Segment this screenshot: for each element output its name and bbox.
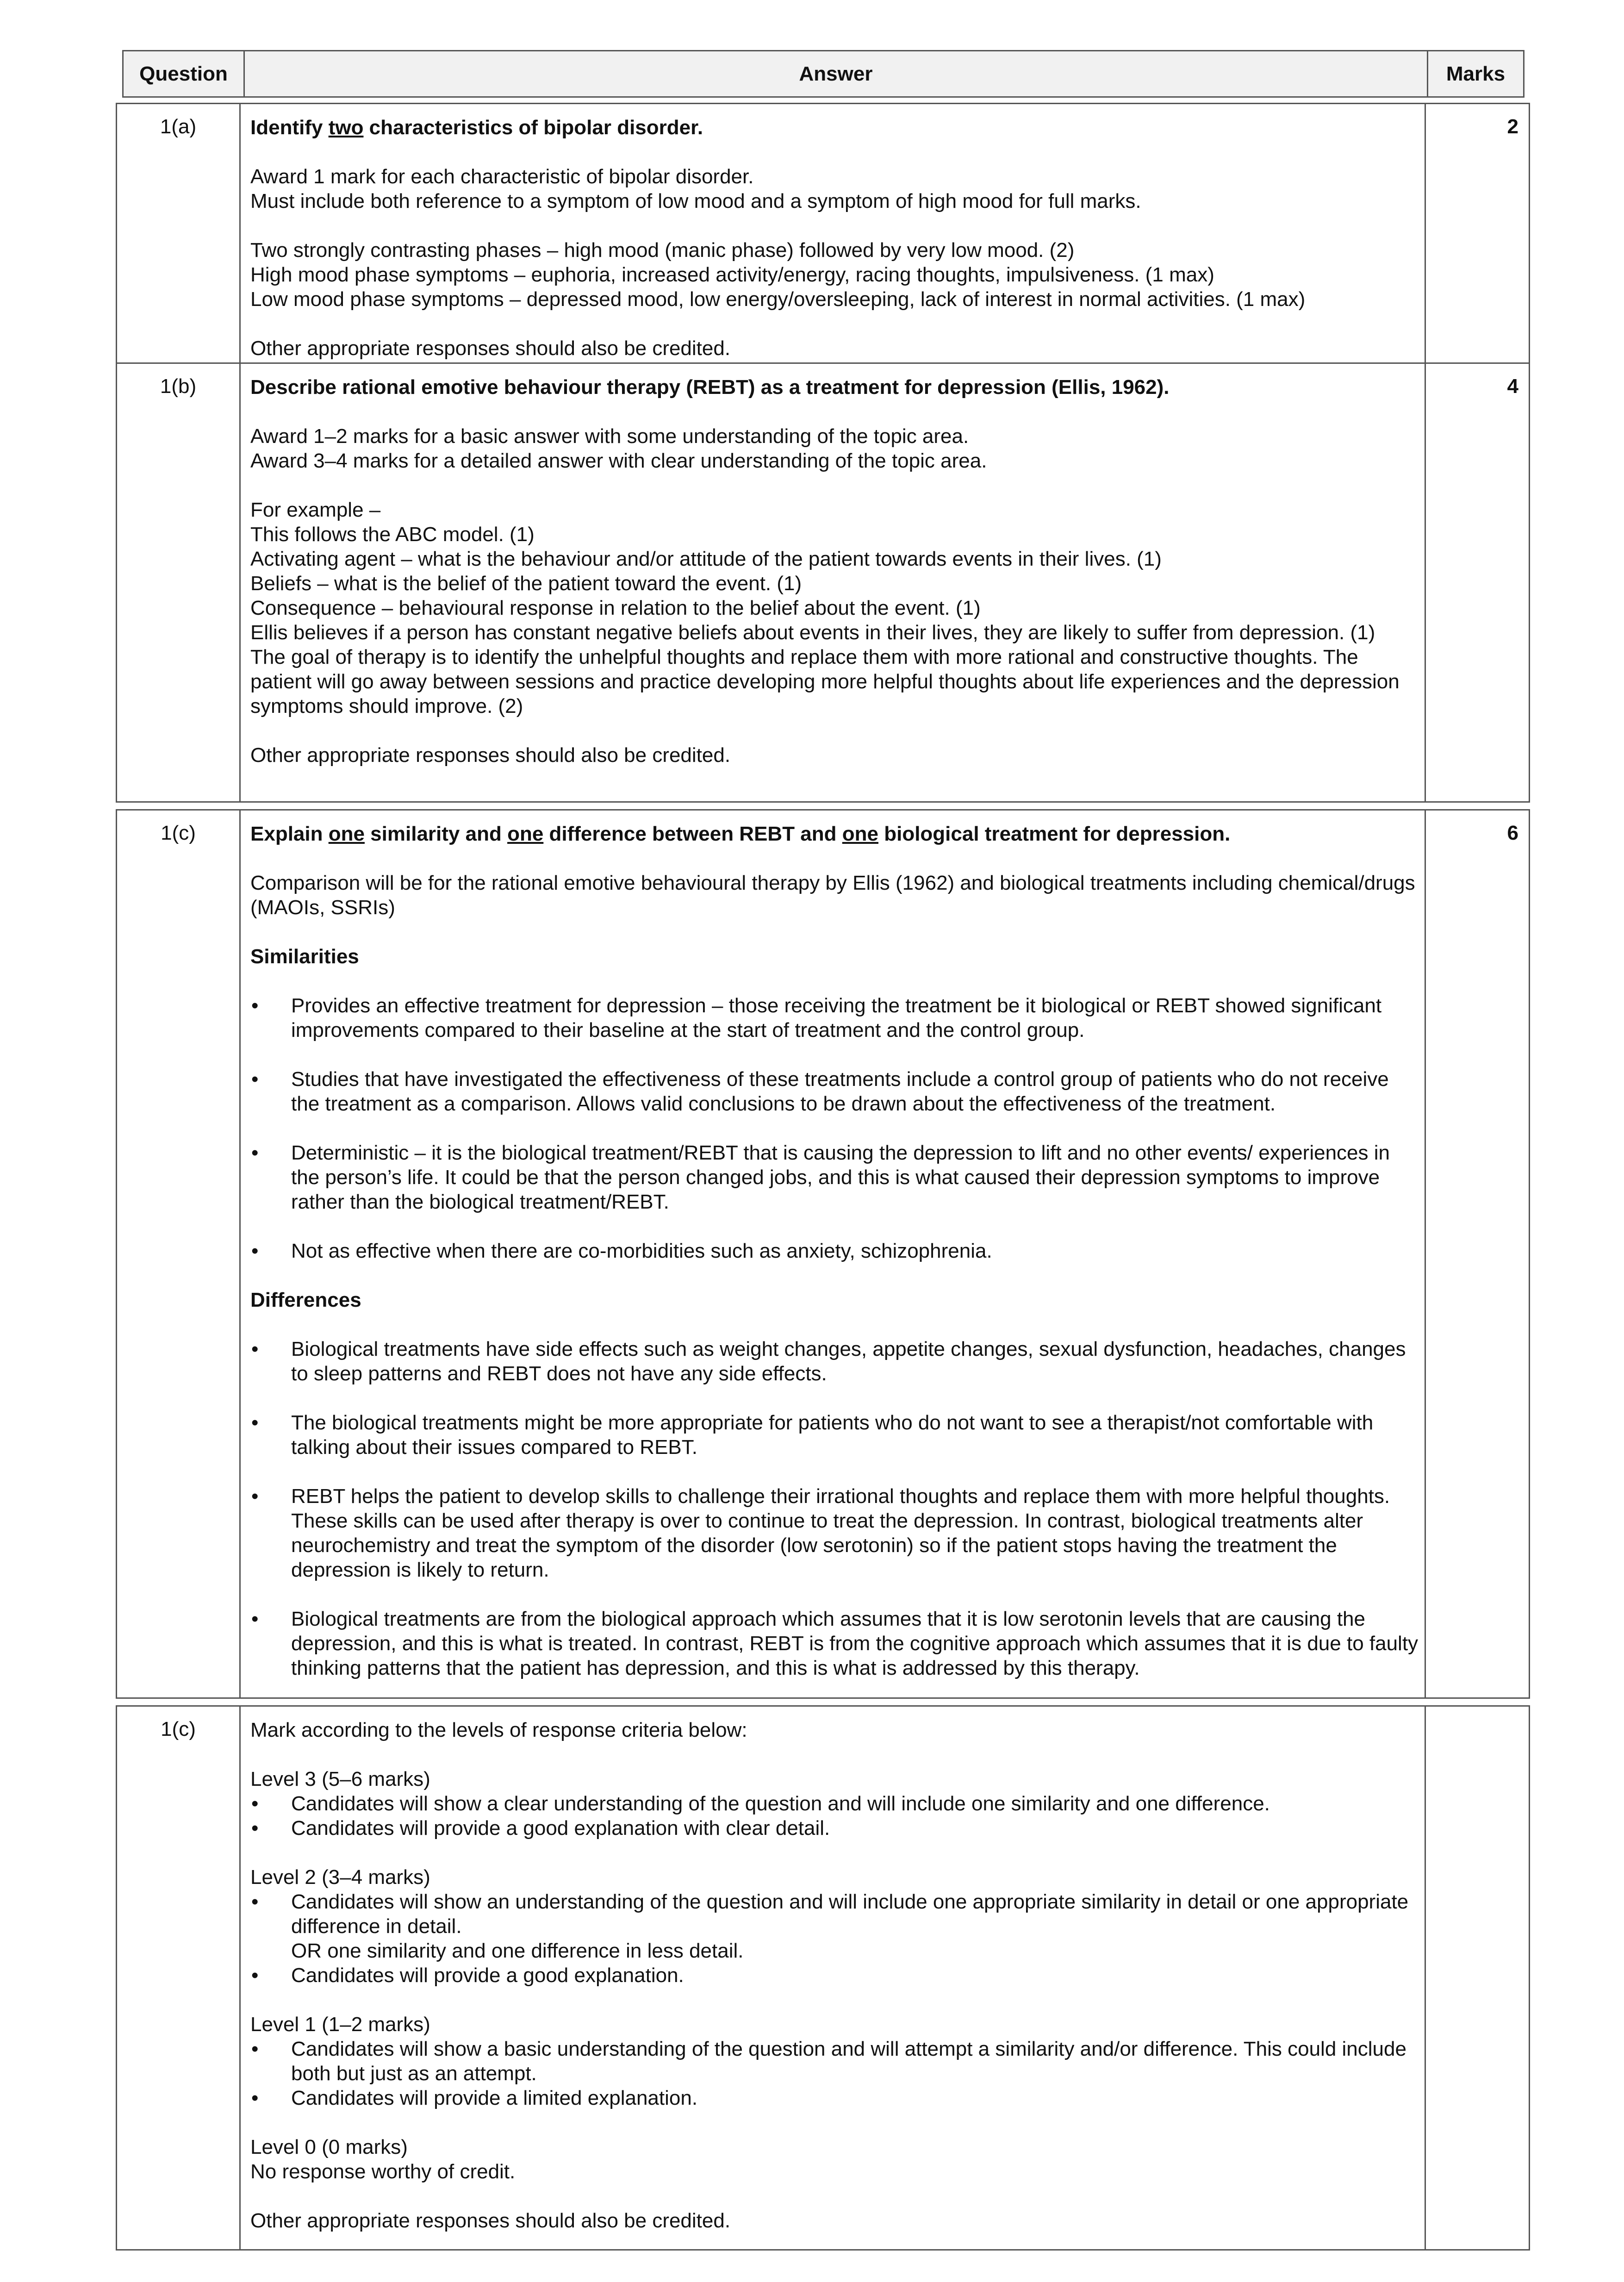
- block-1a-1b: [116, 103, 1530, 803]
- column-divider: [239, 811, 241, 1697]
- list-item: • Provides an effective treatment for depression – those receiving the treatment be it biological or REBT showed significant improvements compared to their baseline at the start of treatment and the control group.: [250, 993, 1421, 1042]
- levels-intro: Mark according to the levels of response criteria below:: [250, 1719, 747, 1741]
- header-answer: Answer: [245, 51, 1428, 96]
- question-title: Explain one similarity and one difference between REBT and one biological treatment for depression.: [250, 823, 1231, 845]
- question-number: 1(a): [160, 115, 197, 138]
- list-item: • Candidates will show a basic understanding of the question and will attempt a similarity and/or difference. This could include both but just as an attempt.: [250, 2037, 1421, 2086]
- column-divider: [1425, 1707, 1426, 2249]
- similarities-list: [250, 993, 1421, 1263]
- level-2: [250, 1865, 1421, 1988]
- column-divider: [1425, 811, 1426, 1697]
- comparison-intro: Comparison will be for the rational emotive behavioural therapy by Ellis (1962) and biological treatments including chemical/drugs (MAOIs, SSRIs): [250, 872, 1415, 919]
- indicative-content: Two strongly contrasting phases – high mood (manic phase) followed by very low mood. (2) High mood phase symptoms – euphoria, increased activity/energy, racing thoughts, impulsiveness. (1 max) Low mood phase symptoms – depressed mood, low energy/oversleeping, lack of interest in normal activities. (1 max): [250, 239, 1306, 311]
- column-divider: [239, 1707, 241, 2249]
- answer-cell: [250, 1718, 1421, 2233]
- other-responses-note: Other appropriate responses should also be credited.: [250, 744, 731, 767]
- other-responses-note: Other appropriate responses should also be credited.: [250, 2209, 731, 2232]
- row-1b: [117, 364, 1529, 799]
- other-responses-note: Other appropriate responses should also be credited.: [250, 337, 731, 360]
- list-item: • Biological treatments have side effects such as weight changes, appetite changes, sexual dysfunction, headaches, changes to sleep patterns and REBT does not have any side effects.: [250, 1337, 1421, 1386]
- list-item: • Deterministic – it is the biological treatment/REBT that is causing the depression to lift and no other events/ experiences in the person’s life. It could be that the person changed jobs, and this is what caused their depression symptoms to improve rather than the biological treatment/REBT.: [250, 1141, 1421, 1214]
- answer-cell: [250, 375, 1421, 767]
- mark-guidance: Award 1–2 marks for a basic answer with some understanding of the topic area. Award 3–4 marks for a detailed answer with clear understanding of the topic area.: [250, 425, 987, 472]
- marks-value: 6: [1507, 822, 1518, 844]
- level-1: [250, 2012, 1421, 2110]
- list-item: • Candidates will show an understanding of the question and will include one appropriate similarity in detail or one appropriate difference in detail. OR one similarity and one difference in less detail.: [250, 1889, 1421, 1963]
- list-item: • Candidates will provide a good explanation.: [250, 1963, 1421, 1988]
- header-marks: Marks: [1446, 62, 1506, 85]
- level-heading: Level 0 (0 marks): [250, 2136, 408, 2158]
- list-item: • The biological treatments might be more appropriate for patients who do not want to see a therapist/not comfortable with talking about their issues compared to REBT.: [250, 1410, 1421, 1459]
- list-item: • Candidates will provide a good explanation with clear detail.: [250, 1816, 1421, 1840]
- question-number: 1(b): [160, 375, 197, 398]
- list-item: • REBT helps the patient to develop skills to challenge their irrational thoughts and replace them with more helpful thoughts. These skills can be used after therapy is over to continue to treat the depression. In contrast, biological treatments alter neurochemistry and treat the symptom of the disorder (low serotonin) so if the patient stops having the treatment the depression is likely to return.: [250, 1484, 1421, 1582]
- mark-guidance: Award 1 mark for each characteristic of bipolar disorder. Must include both reference to a symptom of low mood and a symptom of high mood for full marks.: [250, 165, 1141, 212]
- header-question: Question: [124, 51, 245, 96]
- level-0: [250, 2135, 1421, 2184]
- differences-heading: Differences: [250, 1289, 361, 1311]
- question-title: Describe rational emotive behaviour therapy (REBT) as a treatment for depression (Ellis, 1962).: [250, 376, 1170, 399]
- list-item: • Candidates will provide a limited explanation.: [250, 2086, 1421, 2110]
- differences-list: [250, 1337, 1421, 1680]
- block-1c-levels: [116, 1705, 1530, 2251]
- block-1c: [116, 809, 1530, 1699]
- marks-value: 2: [1507, 115, 1518, 138]
- indicative-content: For example – This follows the ABC model. (1) Activating agent – what is the behaviour and/or attitude of the patient towards events in their lives. (1) Beliefs – what is the belief of the patient toward the event. (1) Consequence – behavioural response in relation to the belief about the event. (1) Ellis believes if a person has constant negative beliefs about events in their lives, they are likely to suffer from depression. (1) The goal of therapy is to identify the unhelpful thoughts and replace them with more rational and constructive thoughts. The patient will go away between sessions and practice developing more helpful thoughts about life experiences and the depression symptoms should improve. (2): [250, 499, 1400, 717]
- answer-cell: [250, 115, 1421, 361]
- list-item: • Candidates will show a clear understanding of the question and will include one similarity and one difference.: [250, 1791, 1421, 1816]
- question-number: 1(c): [161, 1718, 196, 1740]
- marks-value: 4: [1507, 375, 1518, 398]
- list-item: • Not as effective when there are co-morbidities such as anxiety, schizophrenia.: [250, 1239, 1421, 1263]
- level-heading: Level 1 (1–2 marks): [250, 2013, 430, 2036]
- level-criteria: [250, 1791, 1421, 1840]
- similarities-heading: Similarities: [250, 945, 359, 968]
- level-3: [250, 1767, 1421, 1840]
- level-heading: Level 3 (5–6 marks): [250, 1768, 430, 1790]
- answer-cell: [250, 822, 1421, 1705]
- question-title: Identify two characteristics of bipolar disorder.: [250, 116, 703, 139]
- question-number: 1(c): [161, 822, 196, 844]
- level-criteria: [250, 2037, 1421, 2110]
- level-heading: Level 2 (3–4 marks): [250, 1866, 430, 1889]
- list-item: • Biological treatments are from the biological approach which assumes that it is low serotonin levels that are causing the depression, and this is what is treated. In contrast, REBT is from the cognitive approach which assumes that it is due to faulty thinking patterns that the patient has depression, and this is what is addressed by this therapy.: [250, 1607, 1421, 1680]
- level-text: No response worthy of credit.: [250, 2160, 516, 2183]
- table-header: [122, 50, 1524, 98]
- level-criteria: [250, 1889, 1421, 1988]
- list-item: • Studies that have investigated the effectiveness of these treatments include a control group of patients who do not receive the treatment as a comparison. Allows valid conclusions to be drawn about the effectiveness of the treatment.: [250, 1067, 1421, 1116]
